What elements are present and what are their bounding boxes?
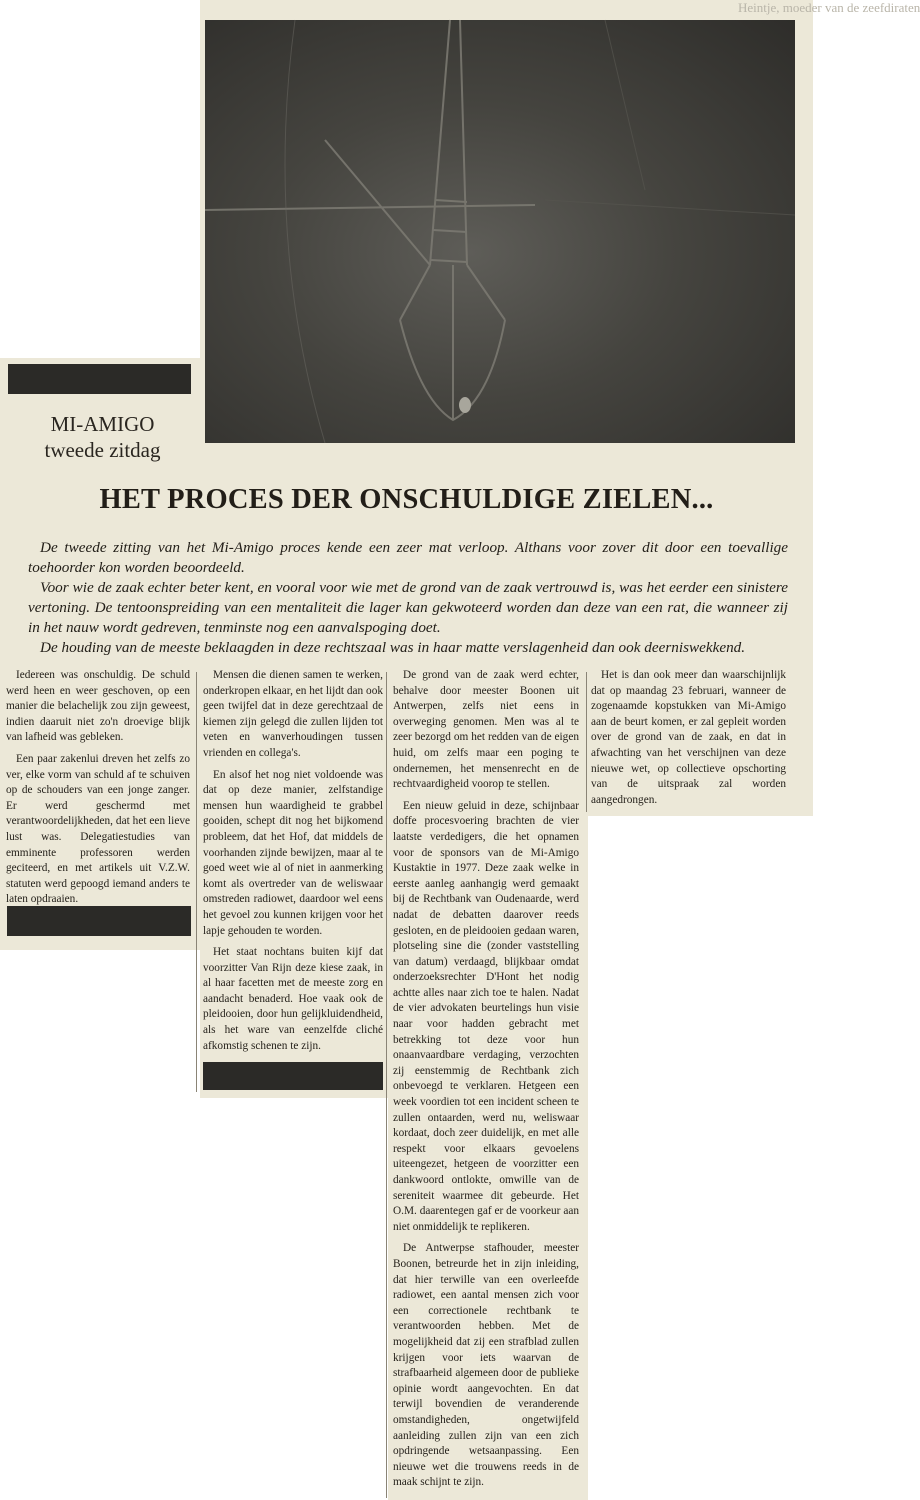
article-intro	[28, 538, 788, 658]
column-rule	[196, 672, 197, 1092]
body-paragraph: De grond van de zaak werd echter, behalve door meester Boonen uit Antwerpen, zelfs niet eens in overweging genomen. Men was al te zeer bezorgd om het redden van de eigen huid, om zelfs maar een poging te ondernemen, het mensenrecht en de rechtvaardigheid voorop te stellen.	[393, 669, 579, 791]
radio-mast-photo	[205, 20, 795, 443]
kicker-subtitle: tweede zitdag	[44, 438, 161, 462]
body-paragraph: Iedereen was onschuldig. De schuld werd heen en weer geschoven, op een manier die belachelijk zou zijn geweest, indien daaruit niet zo'n droevige blijk van lafheid was gebleken.	[6, 669, 190, 744]
article-column-4	[591, 668, 786, 814]
body-paragraph: Het staat nochtans buiten kijf dat voorzitter Van Rijn deze kiese zaak, in al haar facetten met de meeste zorg en aandacht benaderd. Hoe vaak ook de pleidooien, door hun gelijkluidendheid, als het ware van eenzelfde cliché afkomstig schenen te zijn.	[203, 946, 383, 1052]
kicker-title: MI-AMIGO	[50, 412, 155, 436]
article-column-1	[6, 668, 190, 914]
body-paragraph: Mensen die dienen samen te werken, onderkropen elkaar, en het lijdt dan ook geen twijfel dat in deze gerechtzaal de kiemen zijn gelegd die zullen lijden tot veten en wanverhoudingen tussen vrienden en collega's.	[203, 669, 383, 759]
body-paragraph: Een nieuw geluid in deze, schijnbaar doffe procesvoering brachten de vier laatste verdedigers, die het opnamen voor de sponsors van de Mi-Amigo Kustaktie in 1977. Deze zaak welke in eerste aanleg aanhangig werd gemaakt bij de Rechtbank van Oudenaarde, werd nadat de debatten daarover reeds gesloten, en de pleidooien gedaan waren, plotseling sine die (zonder vaststelling van datum) verdaagd, blijkbaar omdat onderzoeksrechter D'Hont het nodig achtte alles naar zich toe te halen. Nadat de vier advokaten beurtelings hun visie naar voor hadden gebracht met betrekking tot deze voor hun onaanvaardbare verdaging, verzochten zij eenstemmig de Rechtbank zich onbevoegd te verklaren. Hetgeen een week voordien tot een incident scheen te zullen ontaarden, werd nu, weliswaar kordaat, doch zeer duidelijk, en met alle respekt voor elkaars gevoelens uiteengezet, hetgeen de voorzitter een dankwoord ontlokte, omwille van de sereniteit waarmee dit gebeurde. Het O.M. daarentegen gaf er de voorkeur aan niet onmiddelijk te replikeren.	[393, 799, 580, 1233]
body-paragraph: Een paar zakenlui dreven het zelfs zo ver, elke vorm van schuld af te schuiven op de schouders van een jonge zanger. Er werd geschermd met verantwoordelijkheden, dat het een lieve lust was. Delegatiestudies van emminente professoren werden geciteerd, en met artikels uit V.Z.W. statuten werd gepoogd iemand anders te laten opdraaien.	[6, 752, 190, 906]
article-column-2	[203, 668, 383, 1060]
intro-paragraph: De houding van de meeste beklaagden in deze rechtszaal was in haar matte verslagenheid dan ook deerniswekkend.	[40, 639, 746, 656]
dark-bar-top-left	[8, 364, 191, 394]
article-column-3	[393, 668, 579, 1497]
intro-paragraph: De tweede zitting van het Mi-Amigo proces kende een zeer mat verloop. Althans voor zover dit door een toevallige toehoorder kon worden beoordeeld.	[28, 539, 788, 576]
bleed-through-text: Heintje, moeder van de zeefdiraten	[738, 0, 920, 15]
body-paragraph: En alsof het nog niet voldoende was dat op deze manier, zelfstandige mensen hun waardigheid te grabbel gooiden, schept dit nog het bijkomend probleem, dat het Hof, dat middels de voorhanden zijnde bewijzen, maar al te goed weet wie al of niet in aanmerking komt als overtreder van de weliswaar omstreden radiowet, daardoor wel eens het gevoel zou kunnen krijgen voor het lapje gehouden te worden.	[203, 768, 383, 937]
dark-bar-col2	[203, 1062, 383, 1090]
body-paragraph: Het is dan ook meer dan waarschijnlijk dat op maandag 23 februari, wanneer de zogenaamde kopstukken van Mi-Amigo aan de beurt komen, er zal gepleit worden over de grond van de zaak, en dat in afwachting van het verschijnen van deze nieuwe wet, op collectieve opschorting van de uitspraak zal worden aangedrongen.	[591, 669, 786, 806]
body-paragraph: De Antwerpse stafhouder, meester Boonen, betreurde het in zijn inleiding, dat hier terwille van een overleefde radiowet, een aantal mensen zich voor een correctionele rechtbank te verantwoorden hebben. Met de mogelijkheid dat zij een strafblad zullen krijgen voor iets waarvan de strafbaarheid algemeen door de publieke opinie wordt aangevochten. En dat terwijl bovendien de veranderende omstandigheden, ongetwijfeld aanleiding zullen zijn van een zich opdringende wetsaanpassing. Een nieuwe wet die trouwens reeds in de maak schijnt te zijn.	[393, 1242, 579, 1489]
column-rule	[386, 672, 387, 1498]
article-headline: HET PROCES DER ONSCHULDIGE ZIELEN...	[99, 484, 714, 515]
column-rule	[586, 672, 587, 812]
intro-paragraph: Voor wie de zaak echter beter kent, en vooral voor wie met de grond van de zaak vertrouwd is, was het eerder een sinistere vertoning. De tentoonspreiding van een mentaliteit die lager kan gekwoteerd worden dan deze van een rat, die wanneer zij in het nauw wordt gedreven, tenminste nog een aanvalspoging doet.	[28, 579, 788, 636]
